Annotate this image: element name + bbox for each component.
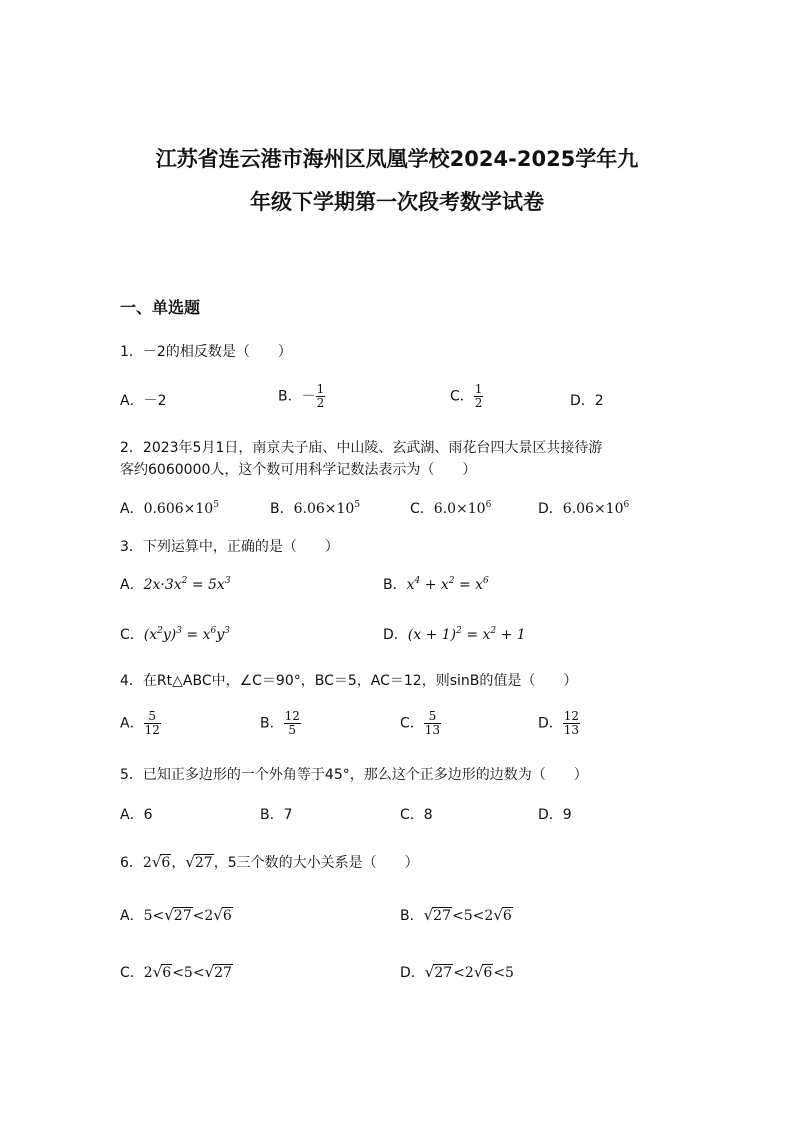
q6-option-c xyxy=(120,962,233,982)
sqrt-6: √6 xyxy=(473,963,493,981)
q1-option-d: D．2 xyxy=(570,393,604,409)
lt: < xyxy=(172,965,184,981)
q5-option-d: D．9 xyxy=(538,807,572,823)
q4-option-c xyxy=(400,710,441,737)
q1-option-b-sign: － xyxy=(301,388,316,405)
q4-option-c-label: C． xyxy=(400,715,424,732)
q6-option-d-label: D． xyxy=(400,965,425,981)
q1-option-a: A．－2 xyxy=(120,393,167,409)
q4-option-a-label: A． xyxy=(120,715,144,732)
q2-option-a xyxy=(120,498,219,518)
fraction-denominator: 12 xyxy=(144,723,160,737)
lt: < xyxy=(493,965,506,981)
sqrt-radicand: 6 xyxy=(502,908,512,924)
sqrt-27: √27 xyxy=(164,906,192,924)
num: 5 xyxy=(463,908,473,924)
sqrt-27: √27 xyxy=(204,963,232,981)
sqrt-radicand: 6 xyxy=(162,965,172,981)
q1-option-b-label: B． xyxy=(278,388,302,405)
lt: < xyxy=(453,965,465,981)
fraction-numerator: 1 xyxy=(474,382,483,396)
q6-option-a xyxy=(120,905,233,925)
fraction-denominator: 2 xyxy=(316,396,325,410)
num: 5 xyxy=(505,965,514,981)
q3-option-a-label: A． xyxy=(120,577,144,593)
q4-option-c-fraction xyxy=(424,710,441,737)
q4-option-d xyxy=(538,710,580,737)
q2-option-d-exp: 6 xyxy=(623,500,630,510)
q2-option-c xyxy=(410,498,491,518)
q6-option-b-label: B． xyxy=(400,908,424,924)
sqrt-6: √6 xyxy=(213,906,232,924)
q5-option-a: A．6 xyxy=(120,807,153,823)
q6-option-a-label: A． xyxy=(120,908,144,924)
sqrt-radicand: 27 xyxy=(194,855,213,871)
sqrt-6: √6 xyxy=(493,906,512,924)
q3-option-c-expr: $(x^2y)^3 = x^6y^3$ xyxy=(143,626,230,643)
q3-option-b-expr: $x^4 + x^2 = x^6$ xyxy=(406,576,489,593)
question-3-stem: 3．下列运算中，正确的是（ ） xyxy=(120,539,339,555)
fraction-numerator: 12 xyxy=(563,709,580,723)
q2-option-b-label: B． xyxy=(270,501,294,517)
q1-option-b xyxy=(278,383,325,410)
q3-option-d-expr: $(x + 1)^2 = x^2 + 1$ xyxy=(407,626,526,643)
q3-option-c-label: C． xyxy=(120,627,144,643)
q2-option-a-exp: 5 xyxy=(213,500,219,510)
q3-option-b-label: B． xyxy=(383,577,407,593)
sqrt-27: √27 xyxy=(424,963,453,981)
q3-option-c xyxy=(120,624,230,644)
q1-option-c-fraction xyxy=(474,383,484,410)
fraction-numerator: 5 xyxy=(144,710,161,724)
q4-option-d-fraction xyxy=(563,710,580,737)
q3-option-d xyxy=(383,624,526,644)
sqrt-6: √6 xyxy=(151,853,171,871)
exam-title-line1: 江苏省连云港市海州区凤凰学校2024-2025学年九 xyxy=(155,147,639,171)
question-5-stem: 5．已知正多边形的一个外角等于45°，那么这个正多边形的边数为（ ） xyxy=(120,767,588,783)
q2-option-d xyxy=(538,498,629,518)
q1-option-c-label: C． xyxy=(450,388,474,405)
fraction-numerator: 5 xyxy=(424,710,441,724)
num: 2 xyxy=(204,908,214,924)
sqrt-radicand: 27 xyxy=(214,965,232,981)
lt: < xyxy=(472,908,485,924)
q6-number: 6． xyxy=(120,855,143,871)
question-4-stem: 4．在Rt△ABC中，∠C＝90°，BC＝5，AC＝12，则sinB的值是（ ） xyxy=(120,673,578,689)
sqrt-radicand: 27 xyxy=(173,908,192,924)
question-1-stem: 1．－2的相反数是（ ） xyxy=(120,344,292,360)
fraction-denominator: 5 xyxy=(288,723,297,737)
num: 2 xyxy=(484,908,494,924)
fraction-denominator: 2 xyxy=(474,396,483,410)
question-2-stem-line2: 客约6060000人，这个数可用科学记数法表示为（ ） xyxy=(120,462,477,478)
fraction-numerator: 12 xyxy=(284,709,300,723)
q4-option-a xyxy=(120,710,161,737)
num: 2 xyxy=(464,965,474,981)
q5-option-b: B．7 xyxy=(260,807,293,823)
q4-option-d-label: D． xyxy=(538,715,563,732)
num: 5 xyxy=(143,908,153,924)
q6-stem-rest: ，5三个数的大小关系是（ ） xyxy=(213,855,419,871)
q2-option-c-label: C． xyxy=(410,501,434,517)
q2-option-b-base: 6.06×10 xyxy=(293,501,355,517)
section-heading: 一、单选题 xyxy=(120,298,201,317)
q6-option-d xyxy=(400,962,514,982)
question-6-stem xyxy=(120,852,419,872)
q1-option-b-fraction xyxy=(316,383,326,410)
q3-option-a xyxy=(120,574,231,594)
sqrt-6: √6 xyxy=(152,963,172,981)
q4-option-b xyxy=(260,710,301,737)
q1-option-c xyxy=(450,383,483,410)
q2-option-d-label: D． xyxy=(538,501,563,517)
q3-option-a-expr: $2x\cdot 3x^2 = 5x^3$ xyxy=(143,576,231,593)
q5-option-c: C．8 xyxy=(400,807,433,823)
sqrt-radicand: 27 xyxy=(433,908,451,924)
q3-option-b xyxy=(383,574,489,594)
lt: < xyxy=(192,908,205,924)
q2-option-d-base: 6.06×10 xyxy=(562,501,624,517)
exam-title-line2: 年级下学期第一次段考数学试卷 xyxy=(250,190,544,214)
q6-option-c-label: C． xyxy=(120,965,144,981)
q4-option-a-fraction xyxy=(144,710,161,737)
q6-option-b xyxy=(400,905,513,925)
num: 2 xyxy=(143,965,153,981)
fraction-numerator: 1 xyxy=(316,382,325,396)
lt: < xyxy=(152,908,165,924)
sqrt-27: √27 xyxy=(185,853,213,871)
sqrt-radicand: 6 xyxy=(222,908,232,924)
q2-option-b xyxy=(270,498,360,518)
question-2-stem-line1: 2．2023年5月1日，南京夫子庙、中山陵、玄武湖、雨花台四大景区共接待游 xyxy=(120,440,603,456)
q2-option-a-label: A． xyxy=(120,501,144,517)
q2-option-c-base: 6.0×10 xyxy=(433,501,486,517)
q6-coef: 2 xyxy=(142,855,152,871)
q2-option-a-base: 0.606×10 xyxy=(143,501,214,517)
q2-option-b-exp: 5 xyxy=(354,500,361,510)
q2-option-c-exp: 6 xyxy=(485,500,492,510)
q6-comma: ， xyxy=(171,855,186,871)
sqrt-radicand: 6 xyxy=(161,855,171,871)
sqrt-27: √27 xyxy=(423,906,451,924)
lt: < xyxy=(192,965,205,981)
num: 5 xyxy=(183,965,193,981)
fraction-denominator: 13 xyxy=(424,723,441,737)
fraction-denominator: 13 xyxy=(563,723,580,737)
q4-option-b-fraction xyxy=(284,710,301,737)
q3-option-d-label: D． xyxy=(383,627,408,643)
sqrt-radicand: 6 xyxy=(483,965,493,981)
sqrt-radicand: 27 xyxy=(434,965,453,981)
q4-option-b-label: B． xyxy=(260,715,284,732)
lt: < xyxy=(452,908,464,924)
